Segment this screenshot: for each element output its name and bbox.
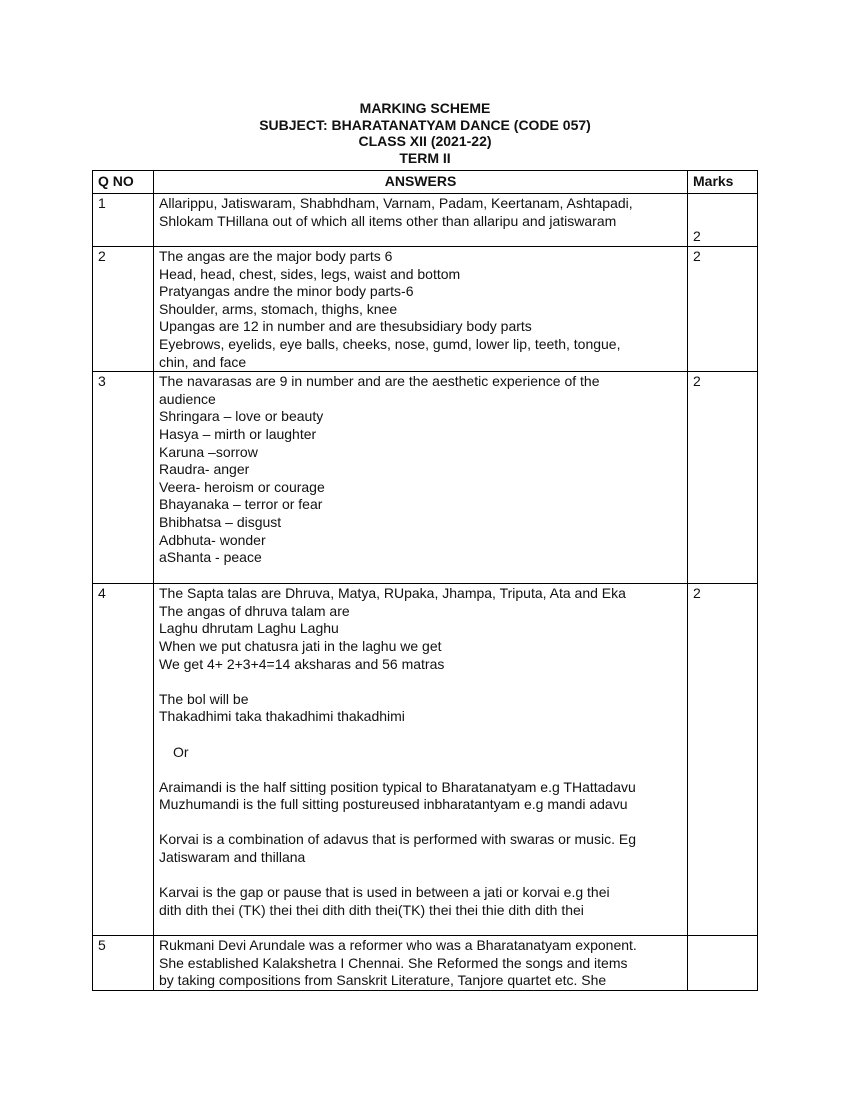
answer-line: Upangas are 12 in number and are thesubsidiary body parts [159, 318, 532, 335]
table-row [93, 936, 758, 991]
question-number: 5 [93, 936, 154, 991]
answer-cell [154, 194, 688, 247]
answer-line: Rukmani Devi Arundale was a reformer who was a Bharatanatyam exponent. [159, 937, 637, 954]
marks-cell: 2 [688, 194, 758, 247]
answer-line: The Sapta talas are Dhruva, Matya, RUpaka, Jhampa, Triputa, Ata and Eka [159, 585, 626, 602]
answer-line: When we put chatusra jati in the laghu we get [159, 637, 442, 654]
answer-line: We get 4+ 2+3+4=14 aksharas and 56 matras [159, 655, 445, 672]
table-row [93, 247, 758, 372]
answer-line: Karvai is the gap or pause that is used in between a jati or korvai e.g thei [159, 884, 610, 901]
answer-line: The angas are the major body parts 6 [159, 248, 393, 264]
column-header-marks: Marks [688, 171, 758, 194]
answer-line: audience [159, 390, 216, 407]
column-header-qno: Q NO [93, 171, 154, 194]
question-number: 3 [93, 372, 154, 584]
header-subject: SUBJECT: BHARATANATYAM DANCE (CODE 057) [259, 116, 591, 133]
answer-cell [154, 936, 688, 991]
answer-line [159, 726, 682, 744]
header-term: TERM II [399, 149, 451, 166]
answer-line: Jatiswaram and thillana [159, 849, 306, 866]
column-header-answers: ANSWERS [154, 171, 688, 194]
header-class: CLASS XII (2021-22) [358, 133, 492, 149]
answer-line: Pratyangas andre the minor body parts-6 [159, 283, 414, 300]
answer-line: Karuna –sorrow [159, 443, 258, 460]
answer-line: Veera- heroism or courage [159, 478, 325, 495]
answer-line: Eyebrows, eyelids, eye balls, cheeks, nose, gumd, lower lip, teeth, tongue, [159, 335, 621, 352]
answer-line: Bhibhatsa – disgust [159, 513, 282, 530]
table-header-row [93, 171, 758, 194]
answer-line: by taking compositions from Sanskrit Literature, Tanjore quartet etc. She [159, 972, 607, 989]
table-row [93, 194, 758, 247]
question-number: 4 [93, 584, 154, 936]
answer-line: aShanta - peace [159, 549, 262, 566]
answer-cell [154, 584, 688, 936]
answer-line: Laghu dhrutam Laghu Laghu [159, 620, 339, 637]
question-number: 2 [93, 247, 154, 372]
answer-line: Adbhuta- wonder [159, 531, 266, 548]
marks-cell: 2 [688, 372, 758, 584]
answer-line: The angas of dhruva talam are [159, 602, 350, 619]
answer-line [159, 673, 682, 691]
answer-line: Thakadhimi taka thakadhimi thakadhimi [159, 708, 405, 725]
answer-line [159, 761, 682, 779]
answer-line [159, 814, 682, 832]
header-title: MARKING SCHEME [359, 100, 491, 116]
answer-line: Araimandi is the half sitting position typical to Bharatanatyam e.g THattadavu [159, 778, 636, 795]
answer-line [159, 867, 682, 885]
table-row [93, 372, 758, 584]
table-body [93, 194, 758, 991]
answer-line: chin, and face [159, 353, 247, 370]
document-header [0, 100, 850, 166]
answer-line: Bhayanaka – terror or fear [159, 496, 323, 513]
marks-cell: 2 [688, 247, 758, 372]
answer-line: Allarippu, Jatiswaram, Shabhdham, Varnam, Padam, Keertanam, Ashtapadi, [159, 195, 633, 211]
marks-cell: 2 [688, 584, 758, 936]
table-row [93, 584, 758, 936]
answer-line: Raudra- anger [159, 461, 250, 478]
marking-scheme-table [92, 170, 758, 991]
answer-line: Shringara – love or beauty [159, 408, 324, 425]
question-number: 1 [93, 194, 154, 247]
answer-cell [154, 247, 688, 372]
answer-line: Muzhumandi is the full sitting postureused inbharatantyam e.g mandi adavu [159, 796, 628, 813]
answer-line: The navarasas are 9 in number and are the aesthetic experience of the [159, 373, 600, 390]
answer-line: The bol will be [159, 690, 249, 707]
answer-cell [154, 372, 688, 584]
answer-line: She established Kalakshetra I Chennai. She Reformed the songs and items [159, 954, 628, 971]
answer-line: Shoulder, arms, stomach, thighs, knee [159, 300, 398, 317]
answer-line: Or [173, 743, 189, 760]
answer-line: dith dith thei (TK) thei thei dith dith thei(TK) thei thei thie dith dith thei [159, 901, 584, 918]
answer-line: Head, head, chest, sides, legs, waist and bottom [159, 265, 461, 282]
answer-line: Korvai is a combination of adavus that is performed with swaras or music. Eg [159, 831, 636, 848]
answer-line: Hasya – mirth or laughter [159, 425, 317, 442]
marks-cell [688, 936, 758, 991]
answer-line: Shlokam THillana out of which all items other than allaripu and jatiswaram [159, 212, 617, 229]
